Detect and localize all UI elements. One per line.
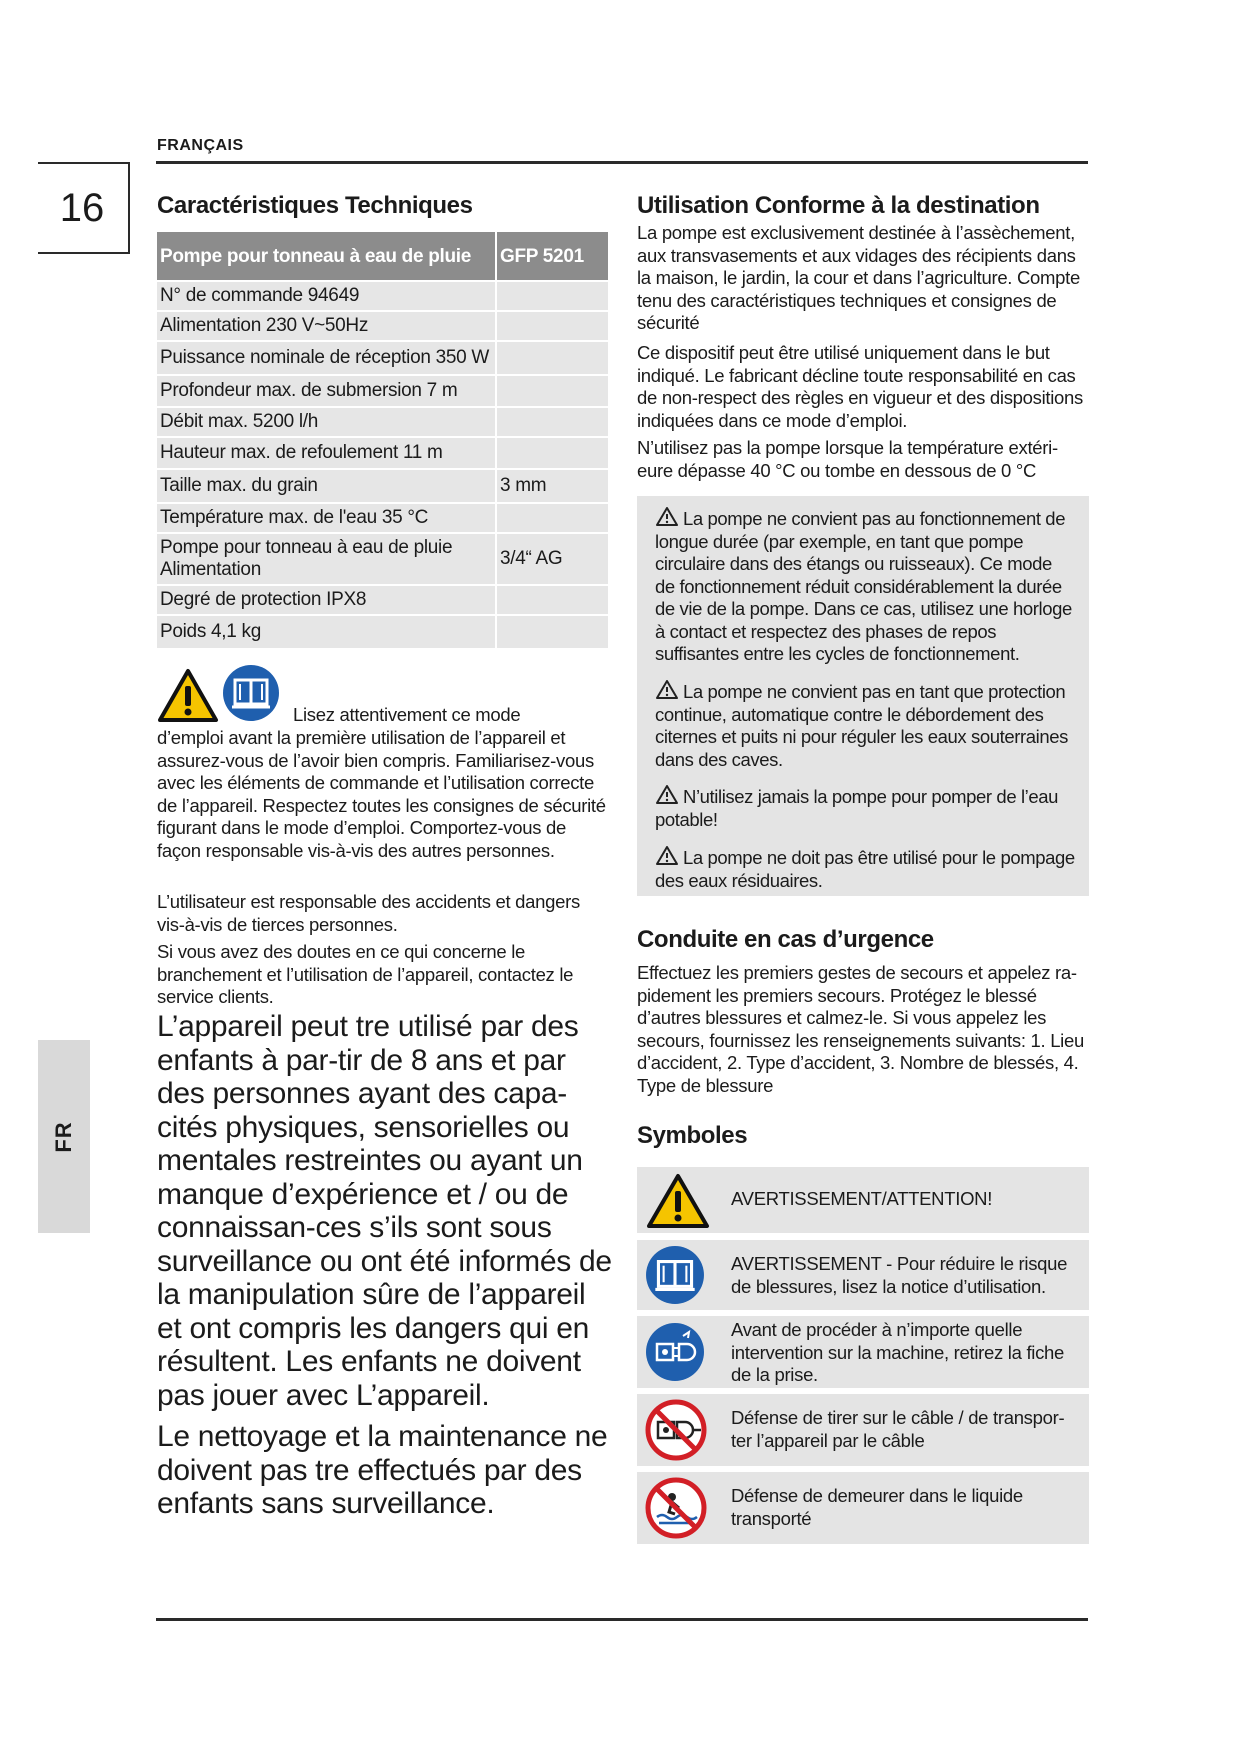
spec-value xyxy=(497,282,608,310)
spec-value xyxy=(497,586,608,614)
spec-value xyxy=(497,408,608,436)
usage-paragraph-1: La pompe est exclusivement destinée à l’assèchement, aux transvasements et aux vidages des récipients dans la maison, le jardin, la cour et dans l’agriculture. Compte tenu des caractéristiques techniques et consignes de sécurité xyxy=(637,222,1080,333)
spec-label: Taille max. du grain xyxy=(157,470,495,502)
usage-warning xyxy=(655,506,1075,666)
usage-warning xyxy=(655,784,1075,831)
spec-value xyxy=(497,438,608,468)
warning-outline-icon xyxy=(655,506,679,527)
symbol-row xyxy=(637,1240,1089,1310)
specs-title: Caractéristiques Techniques xyxy=(157,192,473,219)
usage-warning xyxy=(655,845,1075,892)
usage-warning xyxy=(655,679,1075,771)
read-manual-icon xyxy=(222,664,280,722)
table-row xyxy=(157,534,608,584)
specs-header-label: Pompe pour tonneau à eau de pluie xyxy=(157,232,495,280)
usage-paragraph-3: N’utilisez pas la pompe lorsque la température extéri-eure dépasse 40 °C ou tombe en dessous de 0 °C xyxy=(637,437,1058,481)
spec-value xyxy=(497,312,608,340)
read-manual-icon xyxy=(645,1245,705,1305)
unplug-icon xyxy=(645,1322,705,1382)
usage-warning-text: N’utilisez jamais la pompe pour pomper de l’eau potable! xyxy=(655,786,1059,830)
table-row xyxy=(157,312,608,340)
emergency-text: Effectuez les premiers gestes de secours et appelez ra-pidement les premiers secours. Protégez le blessé d’autres blessures et calmez-le. Si vous appelez les secours, fournissez les renseignements suivants: 1. Lieu d’accident, 2. Type d’accident, 3. Nombre de blessés, 4. Type de blessure xyxy=(637,962,1084,1096)
symbol-row xyxy=(637,1167,1089,1233)
warning-outline-icon xyxy=(655,679,679,700)
spec-label: Puissance nominale de réception 350 W xyxy=(157,342,495,374)
bottom-rule xyxy=(156,1618,1088,1621)
table-row xyxy=(157,408,608,436)
side-tab-label: FR xyxy=(51,1120,76,1153)
warning-triangle-icon xyxy=(645,1172,711,1230)
usage-warning-text: La pompe ne convient pas au fonctionnement de longue durée (par exemple, en tant que pompe circulaire dans des étangs ou ruisseaux). Ce mode de fonctionnement réduit considérablement la durée de vie de la pompe. Dans ce cas, utilisez une horloge à contact et respectez des phases de repos suffisantes entre les cycles de fonctionnement. xyxy=(655,508,1072,664)
usage-warnings-box xyxy=(637,496,1089,896)
symbols-title: Symboles xyxy=(637,1122,748,1149)
table-row xyxy=(157,586,608,614)
children-cleaning: Le nettoyage et la maintenance ne doivent pas tre effectués par des enfants sans surveillance. xyxy=(157,1420,608,1520)
spec-value: 3/4“ AG xyxy=(497,534,608,584)
no-pull-cable-icon xyxy=(645,1399,707,1461)
spec-label: Profondeur max. de submersion 7 m xyxy=(157,376,495,406)
spec-label: Degré de protection IPX8 xyxy=(157,586,495,614)
specs-header-row xyxy=(157,232,608,280)
specs-table-wrap xyxy=(155,230,610,650)
symbol-text: AVERTISSEMENT - Pour réduire le risque de blessures, lisez la notice d’utilisation. xyxy=(731,1253,1068,1297)
usage-warning-text: La pompe ne doit pas être utilisé pour le pompage des eaux résiduaires. xyxy=(655,847,1075,891)
symbol-row xyxy=(637,1394,1089,1466)
specs-header-model: GFP 5201 xyxy=(497,232,608,280)
warning-triangle-icon xyxy=(157,668,219,724)
children-warning: L’appareil peut tre utilisé par des enfants à par-tir de 8 ans et par des personnes ayant des capa-cités physiques, sensorielles ou mentales restreintes ou ayant un manque d’expérience et / ou de connaissan-ces s’ils sont sous surveillance ou ont été informés de la manipulation sûre de l’appareil et ont compris les dangers qui en résultent. Les enfants ne doivent pas jouer avec L’appareil. xyxy=(157,1010,612,1412)
specs-table xyxy=(155,230,610,650)
spec-label: Débit max. 5200 l/h xyxy=(157,408,495,436)
spec-value: 3 mm xyxy=(497,470,608,502)
spec-label: Pompe pour tonneau à eau de pluie Alimentation xyxy=(157,534,495,584)
page-number-box xyxy=(38,162,130,254)
spec-label: Alimentation 230 V~50Hz xyxy=(157,312,495,340)
symbol-text: Avant de procéder à n’importe quelle intervention sur la machine, retirez la fiche de la prise. xyxy=(731,1319,1065,1385)
spec-value xyxy=(497,504,608,532)
language-side-tab xyxy=(38,1040,90,1233)
table-row xyxy=(157,438,608,468)
spec-value xyxy=(497,342,608,374)
table-row xyxy=(157,504,608,532)
table-row xyxy=(157,282,608,310)
top-rule xyxy=(156,161,1088,164)
page-number: 16 xyxy=(59,186,105,230)
doubts-text: Si vous avez des doutes en ce qui concerne le branchement et l’utilisation de l’appareil, contactez le service clients. xyxy=(157,941,574,1007)
symbol-text: Défense de demeurer dans le liquide transporté xyxy=(731,1485,1023,1529)
symbol-row xyxy=(637,1472,1089,1544)
spec-value xyxy=(497,616,608,648)
spec-value xyxy=(497,376,608,406)
table-row xyxy=(157,342,608,374)
spec-label: Poids 4,1 kg xyxy=(157,616,495,648)
read-instructions-text: d’emploi avant la première utilisation de l’appareil et assurez-vous de l’avoir bien compris. Familiarisez-vous avec les éléments de commande et l’utilisation correcte de l’appareil. Respectez toutes les consignes de sécurité figurant dans le mode d’emploi. Comportez-vous de façon responsable vis-à-vis des autres personnes. xyxy=(157,727,606,861)
table-row xyxy=(157,616,608,648)
table-row xyxy=(157,376,608,406)
language-label: FRANÇAIS xyxy=(157,137,244,154)
spec-label: Hauteur max. de refoulement 11 m xyxy=(157,438,495,468)
usage-title: Utilisation Conforme à la destination xyxy=(637,192,1040,219)
no-person-in-liquid-icon xyxy=(645,1477,707,1539)
responsibility-text: L’utilisateur est responsable des accidents et dangers vis-à-vis de tierces personnes. xyxy=(157,891,580,935)
usage-warning-text: La pompe ne convient pas en tant que protection continue, automatique contre le débordement des citernes et puits ni pour réguler les eaux souterraines dans des caves. xyxy=(655,681,1068,770)
symbol-row xyxy=(637,1316,1089,1388)
emergency-title: Conduite en cas d’urgence xyxy=(637,926,934,953)
usage-paragraph-2: Ce dispositif peut être utilisé uniquement dans le but indiqué. Le fabricant décline toute responsabilité en cas de non-respect des règles en vigueur et des dispositions indiquées dans ce mode d’emploi. xyxy=(637,342,1083,431)
warning-outline-icon xyxy=(655,784,679,805)
spec-label: Température max. de l'eau 35 °C xyxy=(157,504,495,532)
warning-outline-icon xyxy=(655,845,679,866)
table-row xyxy=(157,470,608,502)
symbol-text: AVERTISSEMENT/ATTENTION! xyxy=(731,1188,993,1209)
symbol-text: Défense de tirer sur le câble / de transpor-ter l’appareil par le câble xyxy=(731,1407,1065,1451)
read-instructions-first: Lisez attentivement ce mode xyxy=(293,704,521,725)
spec-label: N° de commande 94649 xyxy=(157,282,495,310)
